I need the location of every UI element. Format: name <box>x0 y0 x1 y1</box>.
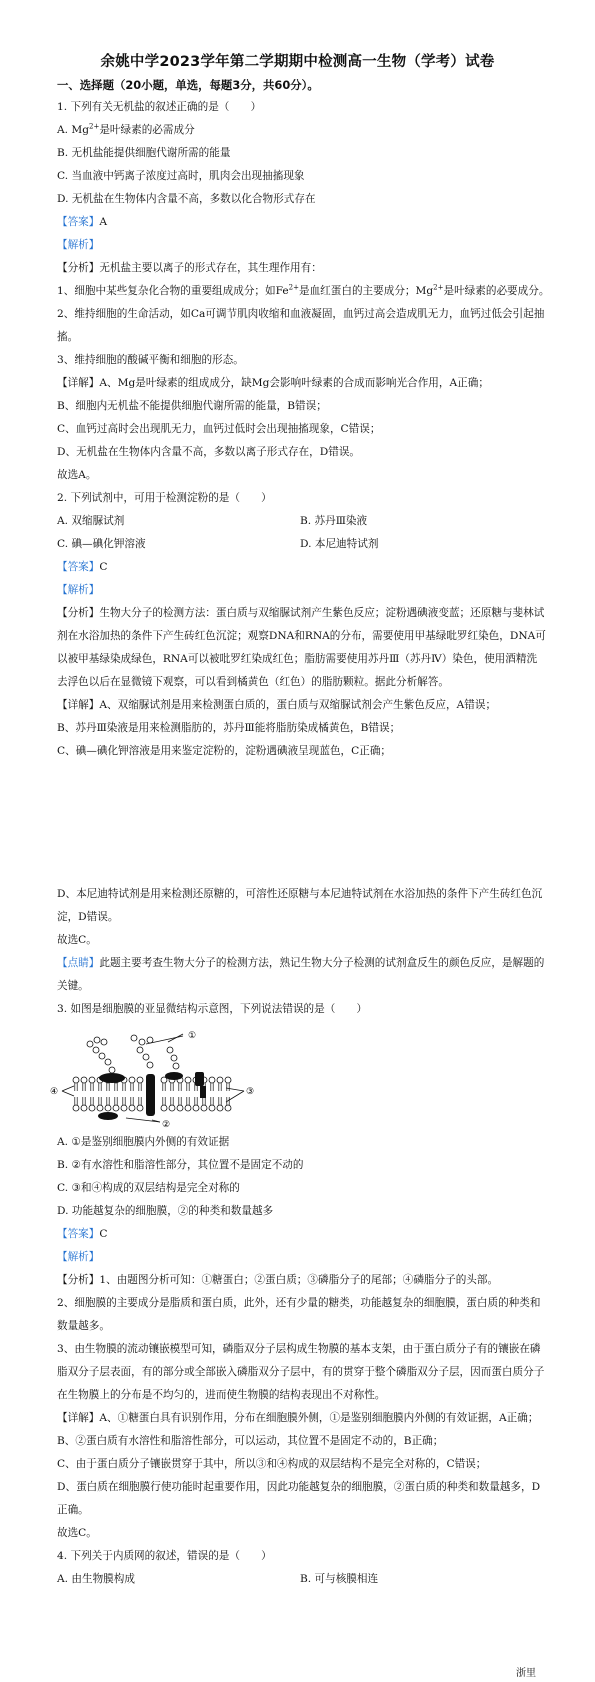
q3-fenxi-3a: 3、由生物膜的流动镶嵌模型可知，磷脂双分子层构成生物膜的基本支架，由于蛋白质分子有的镶嵌在磷 <box>57 1343 541 1355</box>
q3-answer: 【答案】C <box>57 1228 108 1240</box>
phospholipid-head <box>73 1077 79 1083</box>
section-heading: 一、选择题（20小题，单选，每题3分，共60分）。 <box>57 78 319 92</box>
q2-note-1: 【点睛】此题主要考查生物大分子的检测方法，熟记生物大分子检测的试剂盒反生的颜色反应，是解题的 <box>57 957 545 969</box>
q2-fenxi-4: 去浮色以后在显微镜下观察，可以看到橘黄色（红色）的脂肪颗粒。据此分析解答。 <box>57 676 449 688</box>
phospholipid-head <box>105 1105 111 1111</box>
phospholipid-head <box>137 1105 143 1111</box>
q1-answer: 【答案】A <box>57 216 108 228</box>
q2-stem: 2. 下列试剂中，可用于检测淀粉的是（ ） <box>57 492 272 504</box>
q4-option-b[interactable]: B. 可与核膜相连 <box>300 1573 379 1585</box>
phospholipid-head <box>129 1105 135 1111</box>
q1-option-b[interactable]: B. 无机盐能提供细胞代谢所需的能量 <box>57 147 231 159</box>
q3-option-a[interactable]: A. ①是鉴别细胞膜内外侧的有效证据 <box>57 1136 230 1148</box>
glycoprotein-chains <box>87 1034 183 1073</box>
q1-option-a[interactable]: A. $Mg^{2+}$是叶绿素的必需成分 <box>57 122 195 136</box>
q3-fenxi-3c: 在生物膜上的分布是不均匀的，进而使生物膜的结构表现出不对称性。 <box>57 1389 386 1401</box>
q3-fenxi-1: 【分析】1、由题图分析可知：①糖蛋白；②蛋白质；③磷脂分子的尾部；④磷脂分子的头部。 <box>57 1274 499 1286</box>
phospholipid-head <box>89 1105 95 1111</box>
q4-option-a[interactable]: A. 由生物膜构成 <box>57 1573 135 1585</box>
q1-detail-a: 【详解】A、Mg是叶绿素的组成成分，缺Mg会影响叶绿素的合成而影响光合作用，A正确； <box>57 377 489 389</box>
phospholipid-head <box>225 1077 231 1083</box>
q2-fenxi-2: 剂在水浴加热的条件下产生砖红色沉淀；观察DNA和RNA的分布，需要使用甲基绿吡罗红染色，DNA可 <box>57 630 546 642</box>
label-3: ③ <box>246 1087 255 1097</box>
phospholipid-head <box>81 1077 87 1083</box>
q2-analysis-label: 【解析】 <box>57 584 100 596</box>
q3-detail-a: 【详解】A、①糖蛋白具有识别作用，分布在细胞膜外侧，①是鉴别细胞膜内外侧的有效证据，A正确； <box>57 1412 539 1424</box>
q2-detail-d-1: D、本尼迪特试剂是用来检测还原糖的，可溶性还原糖与本尼迪特试剂在水浴加热的条件下产生砖红色沉 <box>57 888 543 900</box>
phospholipid-head <box>169 1105 175 1111</box>
cell-membrane-diagram <box>50 1030 270 1130</box>
q3-detail-c: C、由于蛋白质分子镶嵌贯穿于其中，所以③和④构成的双层结构不是完全对称的，C错误； <box>57 1458 487 1470</box>
phospholipid-head <box>89 1077 95 1083</box>
q1-analysis-label: 【解析】 <box>57 239 100 251</box>
q3-option-c[interactable]: C. ③和④构成的双层结构是完全对称的 <box>57 1182 240 1194</box>
q2-detail-d-2: 淀，D错误。 <box>57 911 119 923</box>
q1-point2a: 2、维持细胞的生命活动，如Ca可调节肌肉收缩和血液凝固，血钙过高会造成肌无力，血钙过低会引起抽 <box>57 308 545 320</box>
q2-option-a[interactable]: A. 双缩脲试剂 <box>57 515 125 527</box>
q3-fenxi-2b: 数量越多。 <box>57 1320 110 1332</box>
q1-point2b: 搐。 <box>57 331 79 343</box>
phospholipid-head <box>193 1105 199 1111</box>
phospholipid-head <box>113 1105 119 1111</box>
q3-option-b[interactable]: B. ②有水溶性和脂溶性部分，其位置不是固定不动的 <box>57 1159 304 1171</box>
q1-stem: 1. 下列有关无机盐的叙述正确的是（ ） <box>57 101 262 113</box>
phospholipid-head <box>209 1105 215 1111</box>
label-1: ① <box>188 1031 197 1041</box>
q1-point3: 3、维持细胞的酸碱平衡和细胞的形态。 <box>57 354 244 366</box>
q2-detail-b: B、苏丹Ⅲ染液是用来检测脂肪的，苏丹Ⅲ能将脂肪染成橘黄色，B错误； <box>57 722 401 734</box>
q2-option-d[interactable]: D. 本尼迪特试剂 <box>300 538 379 550</box>
phospholipid-head <box>185 1077 191 1083</box>
q2-fenxi-1: 【分析】生物大分子的检测方法：蛋白质与双缩脲试剂产生紫色反应；淀粉遇碘液变蓝；还原糖与斐林试 <box>57 607 545 619</box>
q1-detail-b: B、细胞内无机盐不能提供细胞代谢所需的能量，B错误； <box>57 400 327 412</box>
phospholipid-head <box>137 1077 143 1083</box>
q2-option-b[interactable]: B. 苏丹Ⅲ染液 <box>300 515 368 527</box>
phospholipid-head <box>177 1105 183 1111</box>
q3-detail-b: B、②蛋白质有水溶性和脂溶性部分，可以运动，其位置不是固定不动的，B正确； <box>57 1435 444 1447</box>
q1-fenxi: 【分析】无机盐主要以离子的形式存在，其生理作用有： <box>57 262 322 274</box>
phospholipid-head <box>217 1105 223 1111</box>
phospholipid-head <box>185 1105 191 1111</box>
q2-fenxi-3: 以被甲基绿染成绿色，RNA可以被吡罗红染成红色；脂肪需要使用苏丹Ⅲ（苏丹Ⅳ）染色，使用酒精洗 <box>57 653 538 665</box>
q2-option-c[interactable]: C. 碘—碘化钾溶液 <box>57 538 146 550</box>
q2-answer: 【答案】C <box>57 561 108 573</box>
q4-stem: 4. 下列关于内质网的叙述，错误的是（ ） <box>57 1550 272 1562</box>
phospholipid-head <box>209 1077 215 1083</box>
q3-choose: 故选C。 <box>57 1527 97 1539</box>
q2-choose: 故选C。 <box>57 934 97 946</box>
q3-stem: 3. 如图是细胞膜的亚显微结构示意图，下列说法错误的是（ ） <box>57 1003 368 1015</box>
phospholipid-head <box>217 1077 223 1083</box>
page-title: 余姚中学2023学年第二学期期中检测高一生物（学考）试卷 <box>100 54 495 70</box>
phospholipid-head <box>81 1105 87 1111</box>
phospholipid-head <box>121 1105 127 1111</box>
q1-detail-c: C、血钙过高时会出现肌无力，血钙过低时会出现抽搐现象，C错误； <box>57 423 381 435</box>
q3-fenxi-3b: 脂双分子层表面，有的部分或全部嵌入磷脂双分子层中，有的贯穿于整个磷脂双分子层，因而蛋白质分子 <box>57 1366 545 1378</box>
phospholipid-head <box>201 1105 207 1111</box>
phospholipid-head <box>97 1105 103 1111</box>
q3-option-d[interactable]: D. 功能越复杂的细胞膜，②的种类和数量越多 <box>57 1205 274 1217</box>
q1-option-d[interactable]: D. 无机盐在生物体内含量不高，多数以化合物形式存在 <box>57 193 316 205</box>
q2-detail-a: 【详解】A、双缩脲试剂是用来检测蛋白质的，蛋白质与双缩脲试剂会产生紫色反应，A错误； <box>57 699 497 711</box>
q2-detail-c: C、碘—碘化钾溶液是用来鉴定淀粉的，淀粉遇碘液呈现蓝色，C正确； <box>57 745 392 757</box>
q1-choose: 故选A。 <box>57 469 97 481</box>
phospholipid-head <box>161 1105 167 1111</box>
q1-option-c[interactable]: C. 当血液中钙离子浓度过高时，肌肉会出现抽搐现象 <box>57 170 305 182</box>
q2-note-2: 关键。 <box>57 980 89 992</box>
q3-fenxi-2a: 2、细胞膜的主要成分是脂质和蛋白质，此外，还有少量的糖类，功能越复杂的细胞膜，蛋白质的种类和 <box>57 1297 541 1309</box>
phospholipid-head <box>225 1105 231 1111</box>
q3-detail-d-2: 正确。 <box>57 1504 89 1516</box>
q1-detail-d: D、无机盐在生物体内含量不高，多数以离子形式存在，D错误。 <box>57 446 361 458</box>
label-4: ④ <box>50 1087 59 1097</box>
q1-point1: 1、细胞中某些复杂化合物的重要组成成分；如$Fe^{2+}$是血红蛋白的主要成分；$Mg^{2+}$是叶绿素的必要成分。 <box>57 283 550 297</box>
phospholipid-head <box>129 1077 135 1083</box>
q3-analysis-label: 【解析】 <box>57 1251 100 1263</box>
q3-detail-d-1: D、蛋白质在细胞膜行使功能时起重要作用，因此功能越复杂的细胞膜，②蛋白质的种类和数量越多，D <box>57 1481 541 1493</box>
page-footer: 浙里 <box>516 1668 536 1679</box>
label-2: ② <box>162 1120 171 1130</box>
phospholipid-head <box>73 1105 79 1111</box>
